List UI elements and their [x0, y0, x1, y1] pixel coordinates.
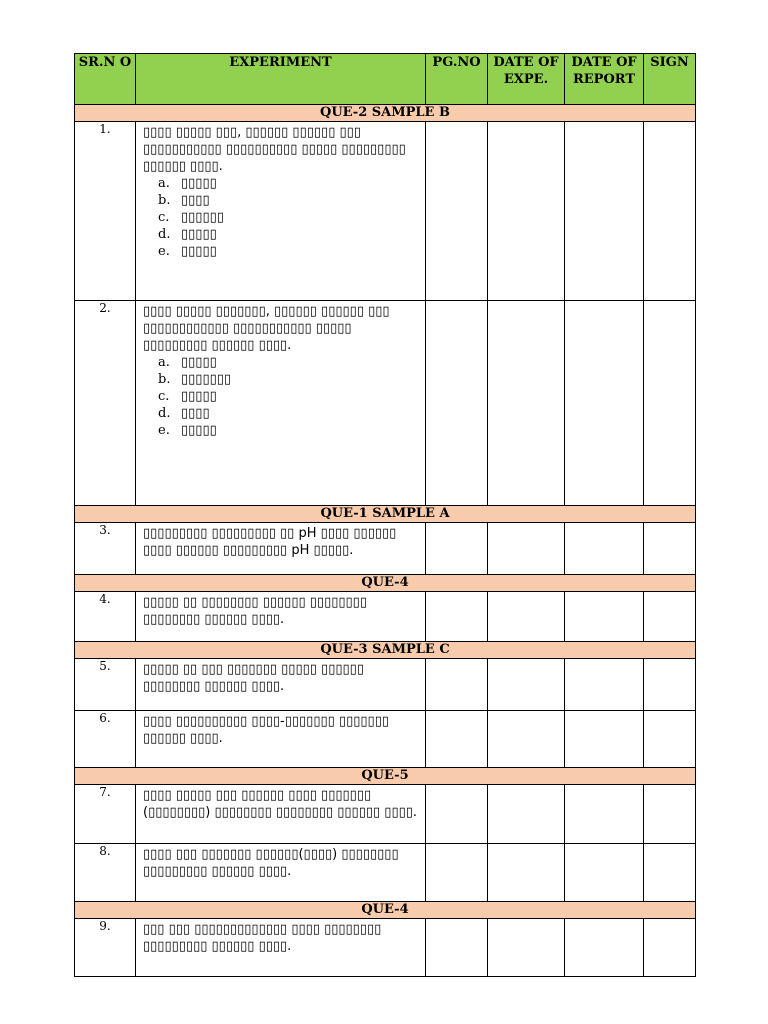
date-expe-cell [488, 122, 565, 301]
option-text: ▯▯▯▯▯ [181, 355, 217, 370]
experiment-cell [136, 523, 426, 575]
date-expe-cell [488, 523, 565, 575]
option-text: ▯▯▯▯▯▯ [181, 210, 224, 225]
date-expe-cell [488, 301, 565, 506]
table-row [75, 122, 696, 301]
experiment-text: ▯▯▯▯▯ ▯▯ ▯▯▯▯▯▯▯▯ ▯▯▯▯▯▯ ▯▯▯▯▯▯▯▯ ▯▯▯▯▯▯▯▯ ▯▯▯▯▯▯ ▯▯▯▯. [143, 595, 367, 627]
experiment-cell [136, 659, 426, 711]
option-item [158, 243, 425, 260]
sign-cell [644, 523, 696, 575]
table-row [75, 301, 696, 506]
experiment-cell [136, 711, 426, 768]
table-row [75, 844, 696, 902]
pgno-cell [426, 785, 488, 844]
date-report-cell [565, 919, 644, 977]
option-letter: c. [158, 210, 170, 225]
row-number: 9. [75, 919, 136, 977]
option-letter: a. [158, 176, 170, 191]
sign-cell [644, 711, 696, 768]
experiment-text: ▯▯▯▯▯▯▯▯▯ ▯▯▯▯▯▯▯▯▯ ▯▯ pH ▯▯▯▯ ▯▯▯▯▯▯ ▯▯▯▯ ▯▯▯▯▯▯ ▯▯▯▯▯▯▯▯▯ pH ▯▯▯▯▯. [143, 526, 397, 558]
option-letter: b. [158, 372, 171, 387]
experiment-text: ▯▯▯▯▯ ▯▯ ▯▯▯ ▯▯▯▯▯▯▯ ▯▯▯▯▯ ▯▯▯▯▯▯ ▯▯▯▯▯▯▯▯ ▯▯▯▯▯▯ ▯▯▯▯. [143, 662, 364, 694]
experiment-text: ▯▯▯▯ ▯▯▯▯▯ ▯▯▯ ▯▯▯▯▯▯ ▯▯▯▯ ▯▯▯▯▯▯▯ (▯▯▯▯▯▯▯▯) ▯▯▯▯▯▯▯▯ ▯▯▯▯▯▯▯▯ ▯▯▯▯▯▯ ▯▯▯▯. [143, 788, 418, 820]
section-title: QUE-3 SAMPLE C [75, 642, 696, 659]
option-text: ▯▯▯▯ [181, 193, 210, 208]
option-list [136, 175, 425, 260]
option-letter: d. [158, 406, 171, 421]
option-letter: b. [158, 193, 171, 208]
option-item [158, 405, 425, 422]
header-srno: SR.N O [75, 54, 136, 105]
sign-cell [644, 122, 696, 301]
pgno-cell [426, 523, 488, 575]
table-row [75, 523, 696, 575]
sign-cell [644, 919, 696, 977]
date-report-cell [565, 523, 644, 575]
experiment-text: ▯▯▯ ▯▯▯ ▯▯▯▯▯▯▯▯▯▯▯▯▯ ▯▯▯▯ ▯▯▯▯▯▯▯▯ ▯▯▯▯▯▯▯▯▯ ▯▯▯▯▯▯ ▯▯▯▯. [143, 922, 382, 954]
option-item [158, 422, 425, 439]
date-report-cell [565, 659, 644, 711]
option-text: ▯▯▯▯ [181, 406, 210, 421]
row-number: 3. [75, 523, 136, 575]
date-report-cell [565, 301, 644, 506]
option-item [158, 209, 425, 226]
section-row [75, 105, 696, 122]
header-sign: SIGN [644, 54, 696, 105]
section-title: QUE-2 SAMPLE B [75, 105, 696, 122]
section-row [75, 768, 696, 785]
header-date-report: DATE OF REPORT [565, 54, 644, 105]
date-expe-cell [488, 711, 565, 768]
date-report-cell [565, 592, 644, 642]
table-row [75, 592, 696, 642]
experiment-text: ▯▯▯▯ ▯▯▯▯▯ ▯▯▯▯▯▯▯, ▯▯▯▯▯▯ ▯▯▯▯▯▯ ▯▯▯ ▯▯▯▯▯▯▯▯▯▯▯▯ ▯▯▯▯▯▯▯▯▯▯▯ ▯▯▯▯▯ ▯▯▯▯▯▯▯▯▯ ▯▯▯▯▯▯ ▯▯▯▯. [143, 304, 390, 353]
table-row [75, 659, 696, 711]
experiment-cell [136, 785, 426, 844]
row-number: 4. [75, 592, 136, 642]
header-pgno: PG.NO [426, 54, 488, 105]
date-report-cell [565, 785, 644, 844]
section-title: QUE-4 [75, 902, 696, 919]
option-letter: e. [158, 244, 170, 259]
pgno-cell [426, 301, 488, 506]
option-text: ▯▯▯▯▯▯▯ [181, 372, 232, 387]
date-report-cell [565, 122, 644, 301]
row-number: 8. [75, 844, 136, 902]
option-text: ▯▯▯▯▯ [181, 389, 217, 404]
section-row [75, 902, 696, 919]
option-list [136, 354, 425, 439]
section-title: QUE-5 [75, 768, 696, 785]
date-report-cell [565, 711, 644, 768]
pgno-cell [426, 711, 488, 768]
experiment-cell [136, 301, 426, 506]
pgno-cell [426, 844, 488, 902]
option-item [158, 388, 425, 405]
sign-cell [644, 659, 696, 711]
header-date-expe: DATE OF EXPE. [488, 54, 565, 105]
sign-cell [644, 301, 696, 506]
experiment-cell [136, 919, 426, 977]
date-expe-cell [488, 785, 565, 844]
option-letter: e. [158, 423, 170, 438]
sign-cell [644, 844, 696, 902]
experiment-cell [136, 592, 426, 642]
date-expe-cell [488, 919, 565, 977]
table-row [75, 785, 696, 844]
option-text: ▯▯▯▯▯ [181, 244, 217, 259]
experiment-text: ▯▯▯▯ ▯▯▯ ▯▯▯▯▯▯▯ ▯▯▯▯▯▯(▯▯▯▯) ▯▯▯▯▯▯▯▯ ▯▯▯▯▯▯▯▯▯ ▯▯▯▯▯▯ ▯▯▯▯. [143, 847, 399, 879]
experiment-cell [136, 844, 426, 902]
section-row [75, 575, 696, 592]
option-item [158, 371, 425, 388]
row-number: 6. [75, 711, 136, 768]
row-number: 1. [75, 122, 136, 301]
section-title: QUE-4 [75, 575, 696, 592]
row-number: 7. [75, 785, 136, 844]
experiment-text: ▯▯▯▯ ▯▯▯▯▯▯▯▯▯▯ ▯▯▯▯-▯▯▯▯▯▯▯ ▯▯▯▯▯▯▯ ▯▯▯▯▯▯ ▯▯▯▯. [143, 714, 390, 746]
date-expe-cell [488, 659, 565, 711]
option-text: ▯▯▯▯▯ [181, 423, 217, 438]
experiment-index-table [74, 53, 696, 977]
pgno-cell [426, 592, 488, 642]
option-item [158, 354, 425, 371]
option-letter: a. [158, 355, 170, 370]
option-text: ▯▯▯▯▯ [181, 227, 217, 242]
section-row [75, 642, 696, 659]
option-text: ▯▯▯▯▯ [181, 176, 217, 191]
option-letter: d. [158, 227, 171, 242]
experiment-cell [136, 122, 426, 301]
pgno-cell [426, 919, 488, 977]
date-expe-cell [488, 592, 565, 642]
header-experiment: EXPERIMENT [136, 54, 426, 105]
table-row [75, 711, 696, 768]
section-title: QUE-1 SAMPLE A [75, 506, 696, 523]
option-item [158, 226, 425, 243]
option-item [158, 175, 425, 192]
date-expe-cell [488, 844, 565, 902]
row-number: 5. [75, 659, 136, 711]
date-report-cell [565, 844, 644, 902]
sign-cell [644, 785, 696, 844]
option-item [158, 192, 425, 209]
pgno-cell [426, 659, 488, 711]
row-number: 2. [75, 301, 136, 506]
sign-cell [644, 592, 696, 642]
header-row [75, 54, 696, 105]
option-letter: c. [158, 389, 170, 404]
pgno-cell [426, 122, 488, 301]
section-row [75, 506, 696, 523]
table-row [75, 919, 696, 977]
experiment-text: ▯▯▯▯ ▯▯▯▯▯ ▯▯▯, ▯▯▯▯▯▯ ▯▯▯▯▯▯ ▯▯▯ ▯▯▯▯▯▯▯▯▯▯▯ ▯▯▯▯▯▯▯▯▯▯ ▯▯▯▯▯ ▯▯▯▯▯▯▯▯▯ ▯▯▯▯▯▯ ▯▯▯▯. [143, 125, 406, 174]
